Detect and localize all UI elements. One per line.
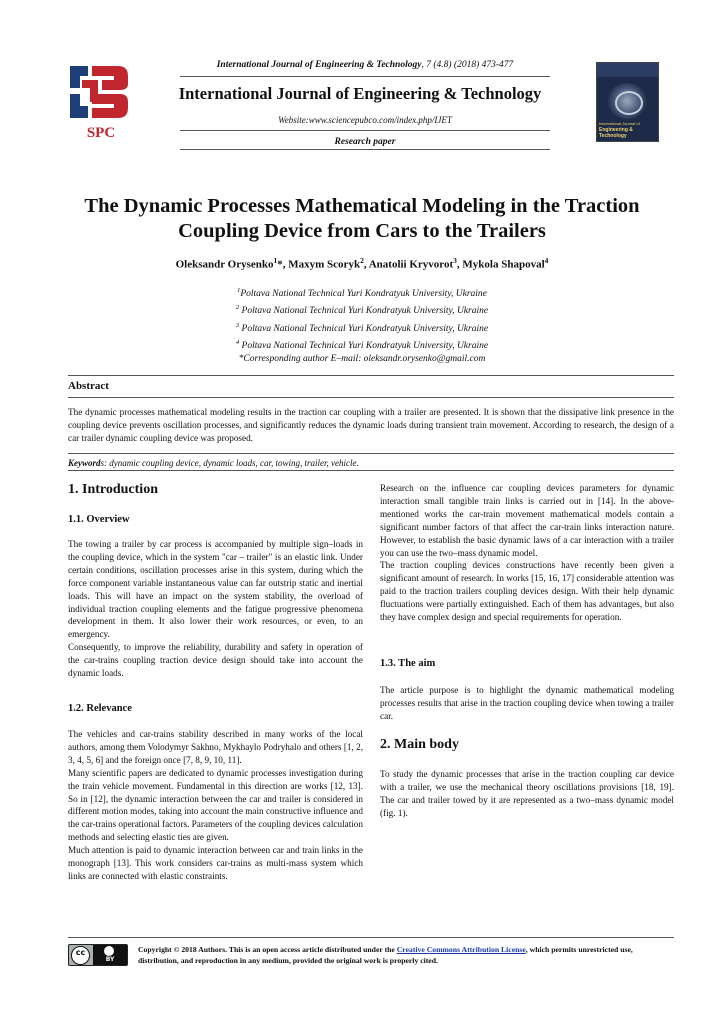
section-heading-introduction: 1. Introduction (68, 482, 158, 497)
affiliation-list (120, 284, 604, 367)
paper-title-line1: The Dynamic Processes Mathematical Modeling in the Traction (84, 195, 640, 217)
aim-body (380, 684, 674, 723)
affiliation-text: Poltava National Technical Yuri Kondratyuk University, Ukraine (239, 306, 489, 317)
journal-citation-line (180, 60, 550, 70)
license-link[interactable]: Creative Commons Attribution License (396, 945, 526, 954)
copyright-notice (138, 945, 674, 966)
cc-icon-text: cc (75, 948, 86, 957)
corresponding-mark: * (277, 258, 283, 271)
author-affiliation-mark: 3 (453, 256, 457, 265)
paper-title (50, 194, 674, 244)
copyright-text: Copyright © 2018 Authors. This is an open access article distributed under the (138, 945, 397, 954)
author-name: Maxym Scoryk (288, 258, 361, 271)
affiliation-item (120, 301, 604, 318)
affiliation-mark: 1 (237, 287, 241, 294)
footer-divider (68, 937, 674, 938)
paragraph: The article purpose is to highlight the dynamic mathematical modeling processes results that arise in the traction coupling device when towing a trailer car. (380, 685, 674, 721)
affiliation-text: Poltava National Technical Yuri Kondratyuk University, Ukraine (239, 323, 489, 334)
by-label: BY (105, 956, 115, 963)
subsection-heading-relevance: 1.2. Relevance (68, 703, 132, 714)
author-name: Mykola Shapoval (462, 258, 545, 271)
author-list: Oleksandr Orysenko$^1$*, Maxym Scoryk$^2$, Anatolii Kryvorot$^3$, Mykola Shapoval$^4$ (175, 256, 549, 271)
author-name: Oleksandr Orysenko (175, 258, 274, 271)
header-divider-bottom (180, 149, 550, 150)
author-affiliation-mark: 2 (360, 256, 364, 265)
journal-citation-issue: , 7 (4.8) (2018) 473-477 (421, 60, 514, 70)
corresponding-author: *Corresponding author E–mail: oleksandr.orysenko@gmail.com (238, 354, 486, 365)
affiliation-mark: 2 (235, 304, 240, 312)
section-heading-main-body: 2. Main body (380, 737, 459, 752)
affiliation-item (120, 336, 604, 353)
header-divider-middle (180, 130, 550, 131)
keywords-text: s: dynamic coupling device, dynamic loads, car, towing, trailer, vehicle. (100, 458, 359, 468)
journal-citation-title: International Journal of Engineering & Technology (216, 60, 422, 70)
cover-title-line2: Engineering & Technology (599, 127, 633, 139)
keywords-divider-top (68, 453, 674, 454)
subsection-heading-overview: 1.1. Overview (68, 514, 130, 525)
relevance-body (68, 728, 363, 883)
subsection-heading-aim: 1.3. The aim (380, 658, 436, 669)
cover-title-line1: International Journal of (599, 121, 640, 126)
affiliation-text: Poltava National Technical Yuri Kondratyuk University, Ukraine (240, 289, 487, 300)
journal-title: International Journal of Engineering & Technology (178, 84, 542, 103)
paper-title-line2: Coupling Device from Cars to the Trailers (178, 220, 546, 242)
paragraph: Research on the influence car coupling devices parameters for dynamic interaction small tangible train links is carried out in [14]. In the above-mentioned works the car-train movement mathematical models contain a significant number factors of that affect the car-train links interaction nature. However, to establish the basic dynamic laws of a car interaction with a trailer you can use the two–mass dynamic model. (380, 483, 674, 558)
affiliation-item (120, 284, 604, 301)
paragraph: The towing a trailer by car process is accompanied by multiple sign–loads in the coupling device, which in the system "car – trailer" is an elastic link. Under certain conditions, oscillation processes arise in this system, during which the force component variable instantaneous value can far outstrip static and inertial loads. This will have an impact on the system stability, the overload of individual traction coupling elements and the fatigue progressive phenomena development in them. It also lower their work resources, or even, to an emergency. (68, 539, 363, 640)
paragraph: The vehicles and car-trains stability described in many works of the local authors, among them Volodymyr Sakhno, Mykhaylo Podryhalo and others [1, 2, 3, 4, 5, 6] and the foreign once [7, 8, 9, 10, 11]. (68, 729, 363, 765)
cc-by-license-badge[interactable] (68, 944, 128, 966)
affiliation-item (120, 319, 604, 336)
journal-cover-image (596, 62, 659, 142)
paragraph: Many scientific papers are dedicated to dynamic processes investigation during the train vehicle movement. Fundamental in this direction are works [12, 13]. So in [12], the dynamic interaction between the car and trailer is considered in different motion modes, taking into account the main constructive influence and the car-trains operational factors. Parameters of the coupling devices calculation methods and selecting elastic ties are given. (68, 767, 363, 843)
paragraph: The traction coupling devices constructions have recently been given a significant amount of research. In works [15, 16, 17] considerable attention was paid to the traction trailers coupling devices design. With their help dynamic fluctuations were partially extinguished. Each of them has advantages, but also they have complex design and special requirements for operation. (380, 560, 674, 623)
author-affiliation-mark: 1 (273, 256, 278, 265)
right-column-body (380, 482, 674, 624)
abstract-divider-top (68, 375, 674, 376)
overview-body (68, 538, 363, 680)
affiliation-mark: 4 (235, 339, 240, 347)
keywords (68, 458, 674, 468)
publisher-logo-text: SPC (86, 125, 116, 141)
paragraph: Consequently, to improve the reliability, durability and safety in operation of the car-trains coupling traction device design should take into account the dynamic loads. (68, 642, 363, 679)
author-affiliation-mark: 4 (544, 256, 549, 265)
keywords-label: Keyword (68, 458, 101, 468)
abstract-divider-heading (68, 397, 674, 398)
affiliation-text: Poltava National Technical Yuri Kondratyuk University, Ukraine (239, 341, 489, 352)
paragraph: Much attention is paid to dynamic interaction between car and train links in the monograph [13]. This work considers car-trains as multi-mass system which links are connected with elastic constraints. (68, 845, 363, 881)
author-name: Anatolii Kryvorot (368, 258, 454, 271)
person-icon (104, 946, 114, 956)
copyright-text: , which permits unrestricted use, distribution, and reproduction in any medium, provided the original work is properly cited. (138, 945, 633, 965)
abstract-text: The dynamic processes mathematical modeling results in the traction car coupling with a trailer are presented. It is shown that the dissipative link presence in the coupling device prevents oscillation processes, and significantly reduces the dynamic loads during transient train movement. According to research, the design of a car trailer dynamic coupling device was proposed. (68, 407, 674, 443)
affiliation-mark: 3 (235, 321, 240, 329)
main-body-text (380, 768, 674, 820)
keywords-divider-bottom (68, 470, 674, 471)
paragraph: To study the dynamic processes that arise in the traction coupling car device with a trailer, we use the mechanical theory oscillations provisions [18, 19]. The car and trailer towed by it are represented as a two–mass dynamic model (fig. 1). (380, 769, 674, 818)
paper-type: Research paper (334, 137, 396, 147)
header-divider-top (180, 76, 550, 77)
abstract-heading: Abstract (68, 380, 109, 392)
publisher-logo (66, 62, 136, 150)
journal-website[interactable]: Website:www.sciencepubco.com/index.php/IJET (278, 115, 452, 125)
